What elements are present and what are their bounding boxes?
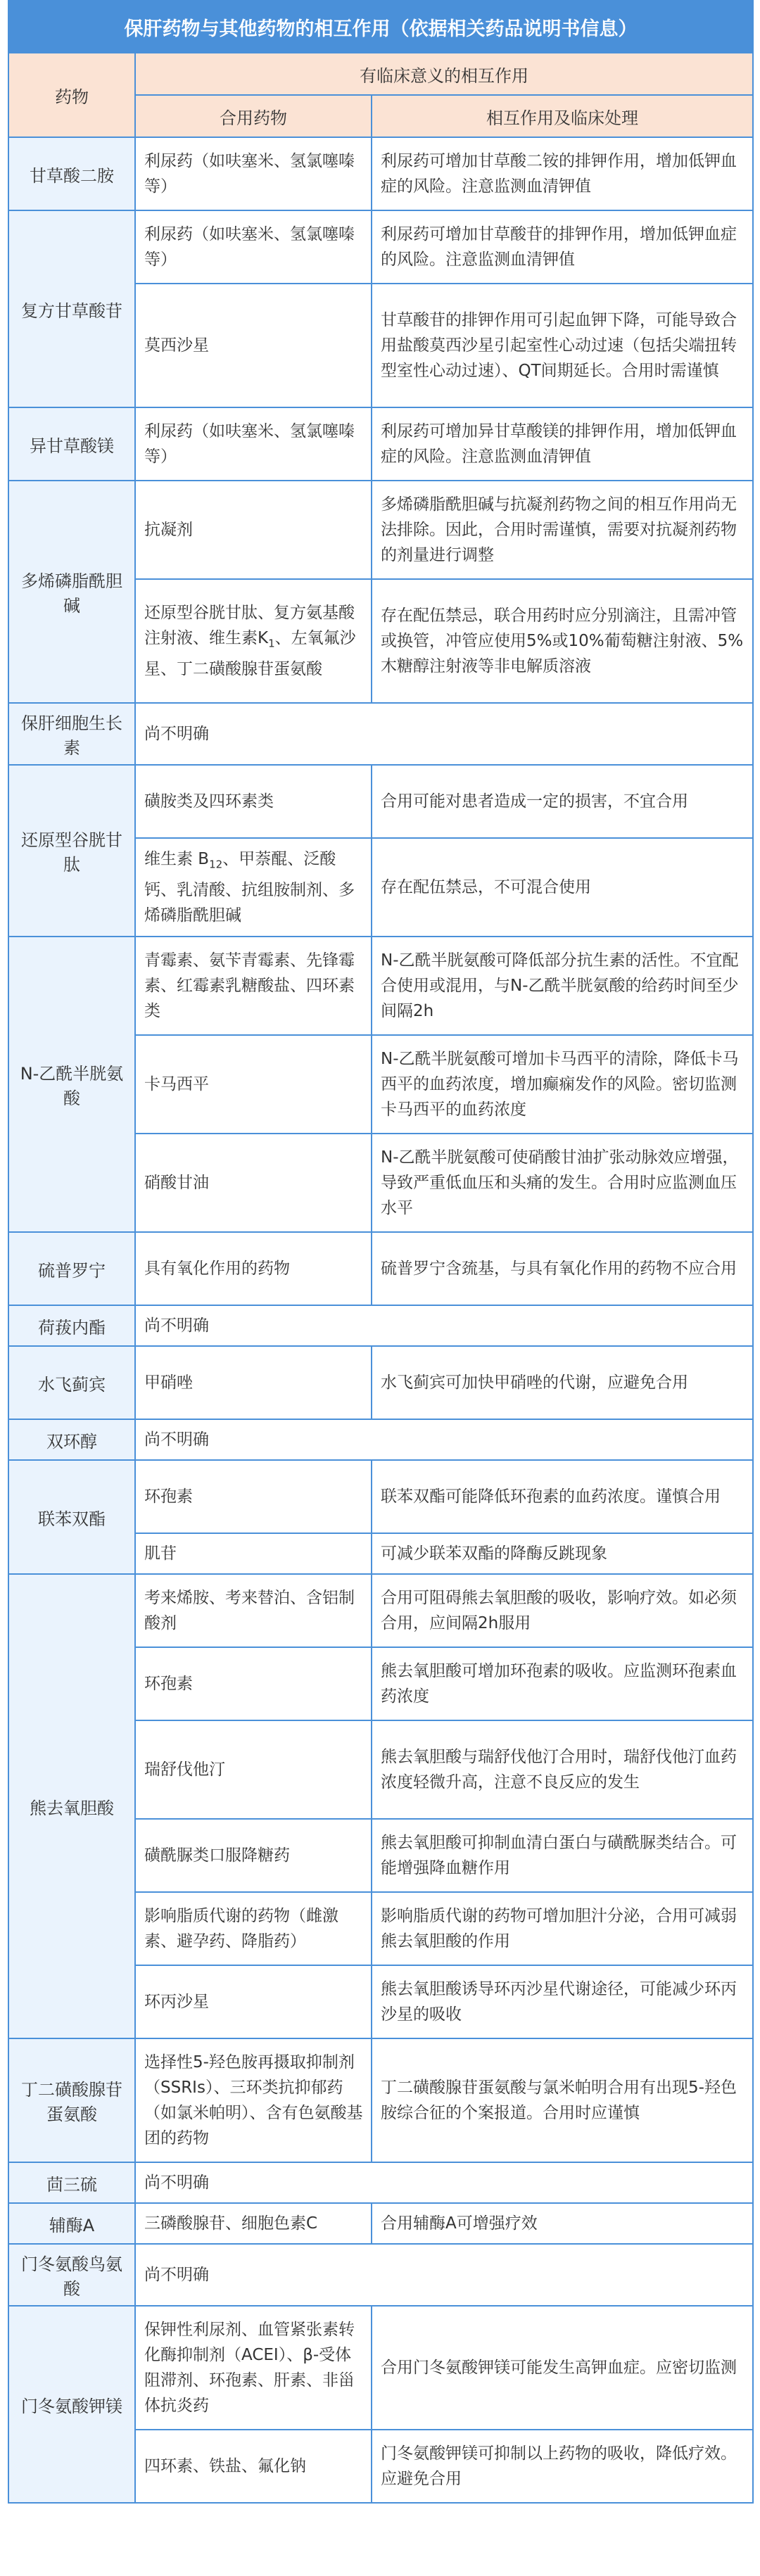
- interaction-table-container: [8, 0, 752, 2504]
- header-combined-drug: 合用药物: [135, 95, 372, 137]
- combined-drug: 环孢素: [135, 1460, 372, 1533]
- combined-drug: 肌苷: [135, 1533, 372, 1574]
- combined-drug-text: 维生素 B: [144, 850, 210, 869]
- combined-drug: 硝酸甘油: [135, 1134, 372, 1232]
- drug-name: 丁二磺酸腺苷蛋氨酸: [8, 2038, 135, 2162]
- table-row: [8, 2203, 753, 2244]
- combined-drug-text: 、甲萘醌、泛酸钙、乳清酸、抗组胺制剂、多烯磷脂酰胆碱: [144, 850, 355, 925]
- combined-drug: 选择性5-羟色胺再摄取抑制剂（SSRIs）、三环类抗抑郁药（如氯米帕明）、含有色氨酸基团的药物: [135, 2038, 372, 2162]
- combined-drug: 保钾性利尿剂、血管紧张素转化酶抑制剂（ACEI）、β-受体阻滞剂、环孢素、肝素、非甾体抗炎药: [135, 2306, 372, 2430]
- drug-name: 联苯双酯: [8, 1460, 135, 1574]
- interaction-effect: 熊去氧胆酸可增加环孢素的吸收。应监测环孢素血药浓度: [372, 1647, 753, 1720]
- combined-drug: 尚不明确: [135, 703, 753, 765]
- drug-name: 荷菝内酯: [8, 1305, 135, 1346]
- combined-drug: 利尿药（如呋塞米、氢氯噻嗪等）: [135, 210, 372, 284]
- drug-name: 异甘草酸镁: [8, 407, 135, 481]
- drug-name: 复方甘草酸苷: [8, 210, 135, 407]
- interaction-effect: N-乙酰半胱氨酸可增加卡马西平的清除，降低卡马西平的血药浓度，增加癫痫发作的风险。密切监测卡马西平的血药浓度: [372, 1035, 753, 1134]
- table-row: [8, 1419, 753, 1460]
- drug-name: 茴三硫: [8, 2162, 135, 2203]
- table-row: [8, 703, 753, 765]
- drug-name: 门冬氨酸钾镁: [8, 2306, 135, 2503]
- subscript: 12: [209, 858, 223, 871]
- combined-drug: 尚不明确: [135, 2244, 753, 2306]
- interaction-effect: 丁二磺酸腺苷蛋氨酸与氯米帕明合用有出现5-羟色胺综合征的个案报道。合用时应谨慎: [372, 2038, 753, 2162]
- drug-name: 熊去氧胆酸: [8, 1574, 135, 2038]
- table-row: [8, 1460, 753, 1533]
- table-row: [8, 1346, 753, 1419]
- interaction-effect: 合用辅酶A可增强疗效: [372, 2203, 753, 2244]
- interaction-effect: 门冬氨酸钾镁可抑制以上药物的吸收，降低疗效。应避免合用: [372, 2430, 753, 2503]
- table-row: [8, 137, 753, 210]
- interaction-effect: 合用门冬氨酸钾镁可能发生高钾血症。应密切监测: [372, 2306, 753, 2430]
- drug-name: 多烯磷脂酰胆碱: [8, 481, 135, 703]
- table-row: [8, 210, 753, 284]
- interaction-effect: 存在配伍禁忌，联合用药时应分别滴注，且需冲管或换管，冲管应使用5%或10%葡萄糖注射液、5%木糖醇注射液等非电解质溶液: [372, 579, 753, 703]
- table-row: [8, 2306, 753, 2430]
- combined-drug: [135, 579, 372, 703]
- table-row: [8, 765, 753, 838]
- interaction-effect: 存在配伍禁忌，不可混合使用: [372, 838, 753, 937]
- interaction-effect: 熊去氧胆酸与瑞舒伐他汀合用时，瑞舒伐他汀血药浓度轻微升高，注意不良反应的发生: [372, 1720, 753, 1819]
- drug-name: 甘草酸二胺: [8, 137, 135, 210]
- interaction-effect: 硫普罗宁含巯基，与具有氧化作用的药物不应合用: [372, 1232, 753, 1305]
- interaction-effect: 可减少联苯双酯的降酶反跳现象: [372, 1533, 753, 1574]
- subscript: 1: [268, 637, 275, 650]
- drug-name: 硫普罗宁: [8, 1232, 135, 1305]
- combined-drug: 尚不明确: [135, 1305, 753, 1346]
- combined-drug: 三磷酸腺苷、细胞色素C: [135, 2203, 372, 2244]
- interaction-effect: 水飞蓟宾可加快甲硝唑的代谢，应避免合用: [372, 1346, 753, 1419]
- combined-drug: 考来烯胺、考来替泊、含铝制酸剂: [135, 1574, 372, 1647]
- interaction-effect: N-乙酰半胱氨酸可使硝酸甘油扩张动脉效应增强，导致严重低血压和头痛的发生。合用时应监测血压水平: [372, 1134, 753, 1232]
- combined-drug: 利尿药（如呋塞米、氢氯噻嗪等）: [135, 137, 372, 210]
- table-row: [8, 937, 753, 1035]
- combined-drug: 尚不明确: [135, 2162, 753, 2203]
- combined-drug: 莫西沙星: [135, 284, 372, 407]
- header-interaction-handling: 相互作用及临床处理: [372, 95, 753, 137]
- table-title: 保肝药物与其他药物的相互作用（依据相关药品说明书信息）: [8, 1, 753, 53]
- interaction-effect: 熊去氧胆酸可抑制血清白蛋白与磺酰脲类结合。可能增强降血糖作用: [372, 1819, 753, 1892]
- table-row: [8, 2162, 753, 2203]
- combined-drug: 卡马西平: [135, 1035, 372, 1134]
- combined-drug: 具有氧化作用的药物: [135, 1232, 372, 1305]
- drug-name: N-乙酰半胱氨酸: [8, 937, 135, 1232]
- drug-name: 还原型谷胱甘肽: [8, 765, 135, 937]
- interaction-effect: 甘草酸苷的排钾作用可引起血钾下降，可能导致合用盐酸莫西沙星引起室性心动过速（包括尖端扭转型室性心动过速）、QT间期延长。合用时需谨慎: [372, 284, 753, 407]
- interaction-effect: 利尿药可增加甘草酸二铵的排钾作用，增加低钾血症的风险。注意监测血清钾值: [372, 137, 753, 210]
- combined-drug: 磺酰脲类口服降糖药: [135, 1819, 372, 1892]
- interaction-effect: 多烯磷脂酰胆碱与抗凝剂药物之间的相互作用尚无法排除。因此，合用时需谨慎，需要对抗凝剂药物的剂量进行调整: [372, 481, 753, 579]
- interaction-effect: N-乙酰半胱氨酸可降低部分抗生素的活性。不宜配合使用或混用，与N-乙酰半胱氨酸的给药时间至少间隔2h: [372, 937, 753, 1035]
- drug-name: 保肝细胞生长素: [8, 703, 135, 765]
- combined-drug: 抗凝剂: [135, 481, 372, 579]
- combined-drug: 瑞舒伐他汀: [135, 1720, 372, 1819]
- interaction-effect: 利尿药可增加甘草酸苷的排钾作用，增加低钾血症的风险。注意监测血清钾值: [372, 210, 753, 284]
- combined-drug: 青霉素、氨苄青霉素、先锋霉素、红霉素乳糖酸盐、四环素类: [135, 937, 372, 1035]
- interaction-effect: 影响脂质代谢的药物可增加胆汁分泌，合用可减弱熊去氧胆酸的作用: [372, 1892, 753, 1965]
- header-clinical-interactions: 有临床意义的相互作用: [135, 53, 753, 95]
- drug-name: 辅酶A: [8, 2203, 135, 2244]
- table-row: [8, 1574, 753, 1647]
- drug-interaction-table: [8, 0, 754, 2504]
- table-row: [8, 2038, 753, 2162]
- combined-drug: 利尿药（如呋塞米、氢氯噻嗪等）: [135, 407, 372, 481]
- interaction-effect: 合用可能对患者造成一定的损害，不宜合用: [372, 765, 753, 838]
- combined-drug: 影响脂质代谢的药物（雌激素、避孕药、降脂药）: [135, 1892, 372, 1965]
- interaction-effect: 利尿药可增加异甘草酸镁的排钾作用，增加低钾血症的风险。注意监测血清钾值: [372, 407, 753, 481]
- drug-name: 双环醇: [8, 1419, 135, 1460]
- table-row: [8, 407, 753, 481]
- interaction-effect: 合用可阻碍熊去氧胆酸的吸收，影响疗效。如必须合用，应间隔2h服用: [372, 1574, 753, 1647]
- interaction-effect: 联苯双酯可能降低环孢素的血药浓度。谨慎合用: [372, 1460, 753, 1533]
- table-row: [8, 481, 753, 579]
- header-drug: 药物: [8, 53, 135, 137]
- combined-drug-text: 、左氧氟沙星、丁二磺酸腺苷蛋氨酸: [144, 629, 356, 678]
- combined-drug: 磺胺类及四环素类: [135, 765, 372, 838]
- table-row: [8, 2244, 753, 2306]
- interaction-effect: 熊去氧胆酸诱导环丙沙星代谢途径，可能减少环丙沙星的吸收: [372, 1965, 753, 2038]
- combined-drug: 环丙沙星: [135, 1965, 372, 2038]
- table-row: [8, 1305, 753, 1346]
- combined-drug: 甲硝唑: [135, 1346, 372, 1419]
- table-row: [8, 1232, 753, 1305]
- combined-drug: [135, 838, 372, 937]
- combined-drug: 尚不明确: [135, 1419, 753, 1460]
- drug-name: 水飞蓟宾: [8, 1346, 135, 1419]
- combined-drug-text: 还原型谷胱甘肽、复方氨基酸注射液、维生素K: [144, 604, 355, 648]
- combined-drug: 环孢素: [135, 1647, 372, 1720]
- combined-drug: 四环素、铁盐、氟化钠: [135, 2430, 372, 2503]
- drug-name: 门冬氨酸鸟氨酸: [8, 2244, 135, 2306]
